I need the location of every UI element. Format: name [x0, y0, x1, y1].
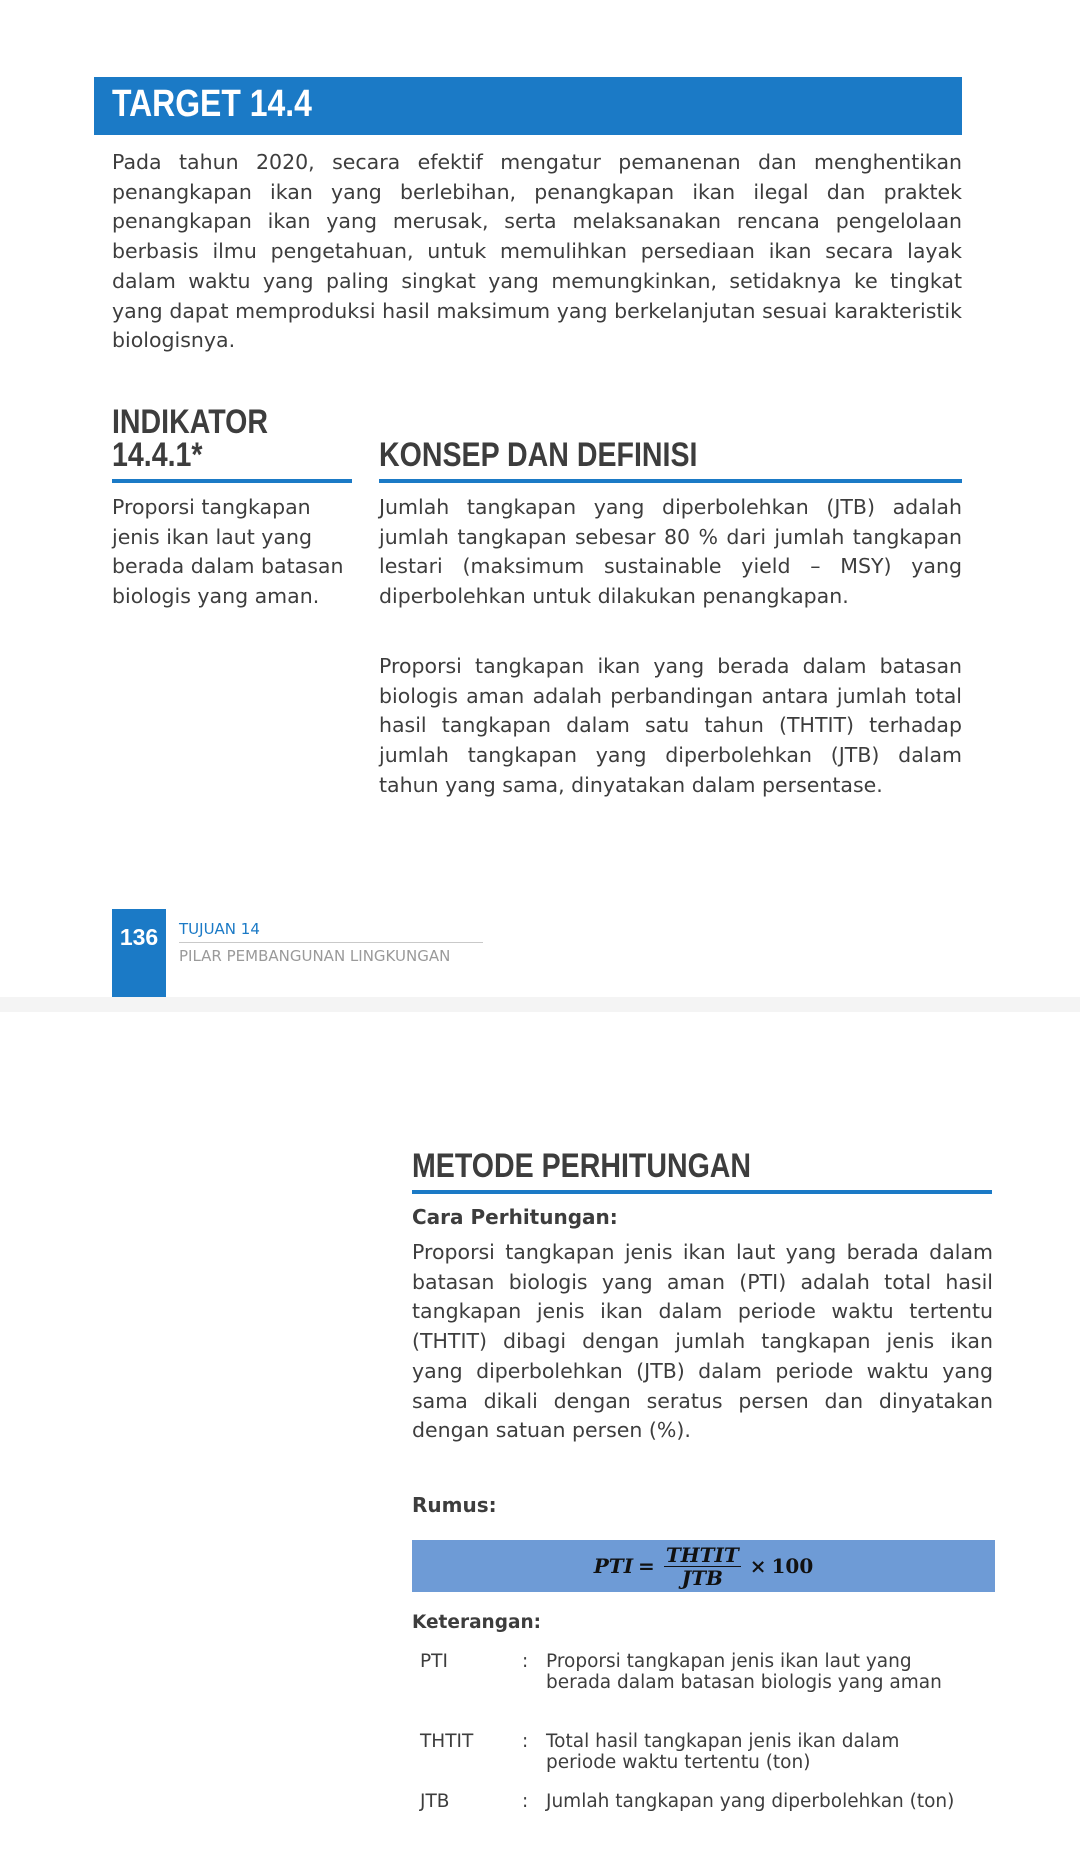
formula-fraction	[664, 1544, 741, 1589]
keterangan-term: PTI	[420, 1651, 448, 1672]
target-title: TARGET 14.4	[112, 83, 312, 125]
indikator-divider	[112, 479, 352, 483]
target-description: Pada tahun 2020, secara efektif mengatur pemanenan dan menghentikan penangkapan ikan yang berlebihan, penangkapan ikan ilegal dan praktek penangkapan ikan yang merusak, serta melaksanakan rencana pengelolaan berbasis ilmu pengetahuan, untuk memulihkan persediaan ikan secara layak dalam waktu yang paling singkat yang memungkinkan, setidaknya ke tingkat yang dapat memproduksi hasil maksimum yang berkelanjutan sesuai karakteristik biologisnya.	[112, 150, 962, 353]
keterangan-colon: :	[522, 1791, 529, 1812]
page-number-box	[112, 909, 166, 997]
metode-divider	[412, 1190, 992, 1194]
formula-lhs: PTI	[593, 1554, 634, 1578]
keterangan-colon: :	[522, 1651, 529, 1672]
footer-section: TUJUAN 14	[179, 920, 260, 938]
formula	[412, 1540, 995, 1592]
keterangan-description: Total hasil tangkapan jenis ikan dalam periode waktu tertentu (ton)	[546, 1731, 900, 1773]
cara-perhitungan-label: Cara Perhitungan:	[412, 1205, 618, 1229]
keterangan-label: Keterangan:	[412, 1612, 542, 1633]
keterangan-description: Proporsi tangkapan jenis ikan laut yang berada dalam batasan biologis yang aman	[546, 1651, 942, 1693]
indikator-title-line1: INDIKATOR	[112, 403, 269, 441]
konsep-divider	[379, 479, 962, 483]
page-number: 136	[119, 924, 159, 950]
keterangan-term: JTB	[420, 1791, 450, 1812]
keterangan-description: Jumlah tangkapan yang diperbolehkan (ton)	[546, 1791, 955, 1812]
cara-perhitungan-text: Proporsi tangkapan jenis ikan laut yang berada dalam batasan biologis yang aman (PTI) adalah total hasil tangkapan jenis ikan dalam periode waktu tertentu (THTIT) dibagi dengan jumlah tangkapan jenis ikan yang diperbolehkan (JTB) dalam periode waktu yang sama dikali dengan seratus persen dan dinyatakan dengan satuan persen (%).	[412, 1240, 993, 1443]
konsep-paragraph-1: Jumlah tangkapan yang diperbolehkan (JTB) adalah jumlah tangkapan sebesar 80 % dari jumlah tangkapan lestari (maksimum sustainable yield – MSY) yang diperbolehkan untuk dilakukan penangkapan.	[379, 495, 962, 609]
formula-equals: =	[638, 1554, 655, 1578]
indikator-description: Proporsi tangkapan jenis ikan laut yang berada dalam batasan biologis yang aman.	[112, 495, 344, 609]
konsep-paragraph-2: Proporsi tangkapan ikan yang berada dalam batasan biologis aman adalah perbandingan antara jumlah total hasil tangkapan dalam satu tahun (THTIT) terhadap jumlah tangkapan yang diperbolehkan (JTB) dalam tahun yang sama, dinyatakan dalam persentase.	[379, 654, 962, 797]
formula-box	[412, 1540, 995, 1592]
footer-divider	[179, 942, 483, 943]
indikator-title-line2: 14.4.1*	[112, 436, 203, 474]
formula-denominator: JTB	[681, 1565, 723, 1590]
formula-multiplier: 100	[771, 1554, 814, 1578]
footer-pillar: PILAR PEMBANGUNAN LINGKUNGAN	[179, 947, 451, 965]
target-banner	[94, 77, 962, 135]
formula-times: ×	[749, 1554, 767, 1578]
metode-title: METODE PERHITUNGAN	[412, 1147, 752, 1185]
formula-numerator: THTIT	[665, 1542, 739, 1567]
rumus-label: Rumus:	[412, 1493, 497, 1517]
keterangan-colon: :	[522, 1731, 529, 1752]
keterangan-term: THTIT	[420, 1731, 474, 1752]
konsep-title: KONSEP DAN DEFINISI	[379, 436, 698, 474]
